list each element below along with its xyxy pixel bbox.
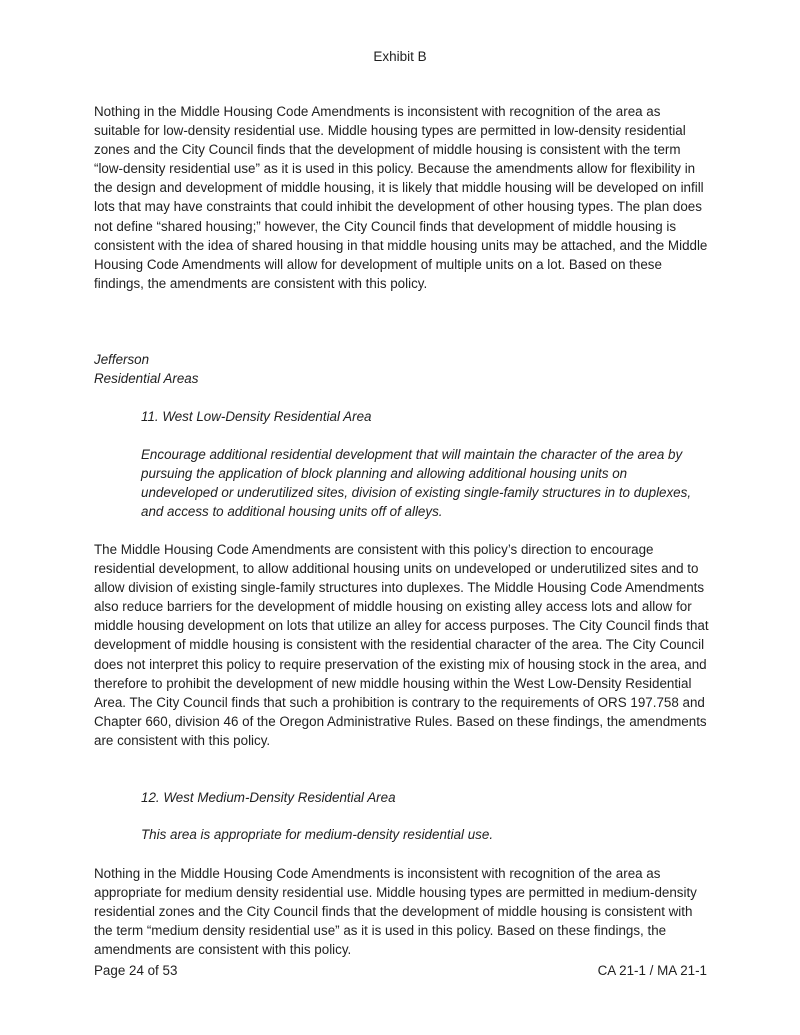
paragraph-text: The Middle Housing Code Amendments are consistent with this policy’s direction to encourage residential development, to allow additional housing units on undeveloped or underutilized sites and to allow division of existing single-family structures into duplexes. The Middle Housing Code Amendments also reduce barriers for the development of middle housing on existing alley access lots and allow for middle housing development on lots that utilize an alley for access purposes. The City Council finds that development of middle housing is consistent with the residential character of the area. The City Council does not interpret this policy to require preservation of the existing mix of housing stock in the area, and therefore to prohibit the development of new middle housing within the West Low-Density Residential Area. The City Council finds that such a prohibition is contrary to the requirements of ORS 197.758 and Chapter 660, division 46 of the Oregon Administrative Rules. Based on these findings, the amendments are consistent with this policy. [94, 542, 709, 748]
section-heading-jefferson: Jefferson [94, 352, 150, 367]
policy-title: 11. West Low-Density Residential Area [141, 409, 372, 424]
policy-12-title [141, 788, 707, 807]
policy-title: 12. West Medium-Density Residential Area [141, 790, 396, 805]
body-paragraph-2 [94, 540, 710, 750]
case-number: CA 21-1 / MA 21-1 [597, 963, 707, 978]
page-number: Page 24 of 53 [94, 963, 178, 978]
body-paragraph-3 [94, 864, 710, 959]
body-paragraph-1 [94, 102, 710, 293]
paragraph-text: Nothing in the Middle Housing Code Amendments is inconsistent with recognition of the area as suitable for low-density residential use. Middle housing types are permitted in low-density residential zones and the City Council finds that the development of middle housing is consistent with the term “low-density residential use” as it is used in this policy. Because the amendments allow for flexibility in the design and development of middle housing, it is likely that middle housing will be developed on infill lots that may have constraints that could inhibit the development of other housing types. The plan does not define “shared housing;” however, the City Council finds that development of middle housing is consistent with the idea of shared housing in that middle housing units may be attached, and the Middle Housing Code Amendments will allow for development of multiple units on a lot. Based on these findings, the amendments are consistent with this policy. [94, 104, 708, 291]
policy-11-title [141, 407, 707, 426]
section-heading-residential-areas: Residential Areas [94, 371, 199, 387]
policy-12-text [141, 825, 707, 844]
policy-text: Encourage additional residential development that will maintain the character of the area by pursuing the application of block planning and allowing additional housing units on undeveloped or underutilized sites, division of existing single-family structures in to duplexes, and access to additional housing units off of alleys. [141, 447, 692, 520]
policy-11-text [141, 445, 707, 521]
page-header-title: Exhibit B [373, 49, 427, 64]
policy-text: This area is appropriate for medium-density residential use. [141, 827, 494, 842]
section-heading [94, 350, 710, 388]
paragraph-text: Nothing in the Middle Housing Code Amendments is inconsistent with recognition of the area as appropriate for medium density residential use. Middle housing types are permitted in medium-density residential zones and the City Council finds that the development of middle housing is consistent with the term “medium density residential use” as it is used in this policy. Based on these findings, the amendments are consistent with this policy. [94, 866, 697, 958]
